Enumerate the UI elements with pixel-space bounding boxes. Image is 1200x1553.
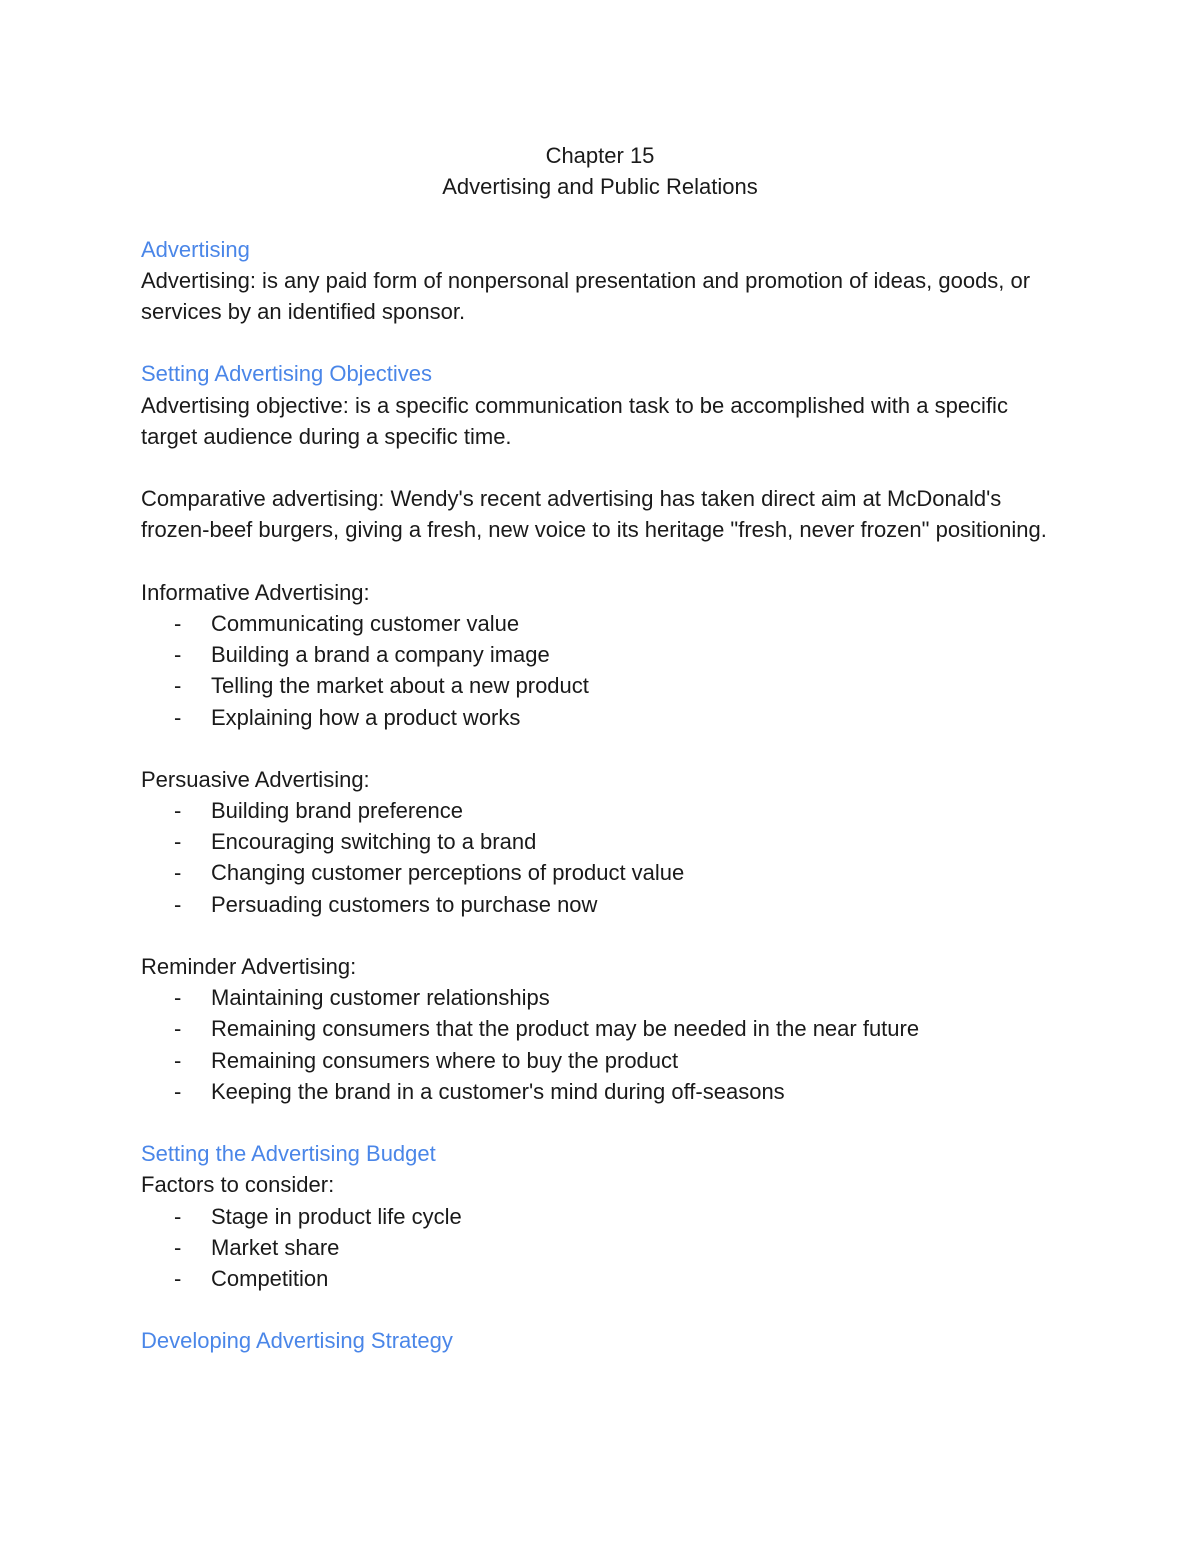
list-item: - Changing customer perceptions of product value [141,857,1061,888]
list-item: - Encouraging switching to a brand [141,826,1061,857]
list-item: - Building a brand a company image [141,639,1061,670]
list-item: - Remaining consumers that the product may be needed in the near future [141,1013,1061,1044]
list-item: - Building brand preference [141,795,1061,826]
list-item: - Persuading customers to purchase now [141,889,1061,920]
list-item: - Remaining consumers where to buy the product [141,1045,1061,1076]
chapter-title: Chapter 15 [545,143,655,168]
chapter-subtitle: Advertising and Public Relations [442,174,758,200]
informative-label: Informative Advertising: [141,579,370,605]
document-page [141,140,1061,1357]
comparative-advertising: Comparative advertising: Wendy's recent advertising has taken direct aim at McDonald's frozen-beef burgers, giving a fresh, new voice to its heritage "fresh, never frozen" positioning. [141,486,1047,543]
objective-definition: Advertising objective: is a specific communication task to be accomplished with a specific target audience during a specific time. [141,392,1008,449]
list-item: - Market share [141,1232,1061,1263]
list-item: - Stage in product life cycle [141,1201,1061,1232]
title-block [141,140,1059,202]
heading-strategy: Developing Advertising Strategy [141,1328,453,1354]
persuasive-list [141,795,1061,920]
heading-budget: Setting the Advertising Budget [141,1141,436,1167]
budget-list [141,1201,1061,1295]
list-item: - Explaining how a product works [141,702,1061,733]
advertising-definition: Advertising: is any paid form of nonpersonal presentation and promotion of ideas, goods, or services by an identified sponsor. [141,267,1031,324]
list-item: - Competition [141,1263,1061,1294]
list-item: - Telling the market about a new product [141,670,1061,701]
reminder-label: Reminder Advertising: [141,954,357,980]
heading-advertising: Advertising [141,236,250,262]
list-item: - Keeping the brand in a customer's mind during off-seasons [141,1076,1061,1107]
reminder-list [141,982,1061,1107]
list-item: - Maintaining customer relationships [141,982,1061,1013]
budget-label: Factors to consider: [141,1172,335,1198]
informative-list [141,608,1061,733]
heading-objectives: Setting Advertising Objectives [141,361,433,387]
list-item: - Communicating customer value [141,608,1061,639]
persuasive-label: Persuasive Advertising: [141,766,370,792]
